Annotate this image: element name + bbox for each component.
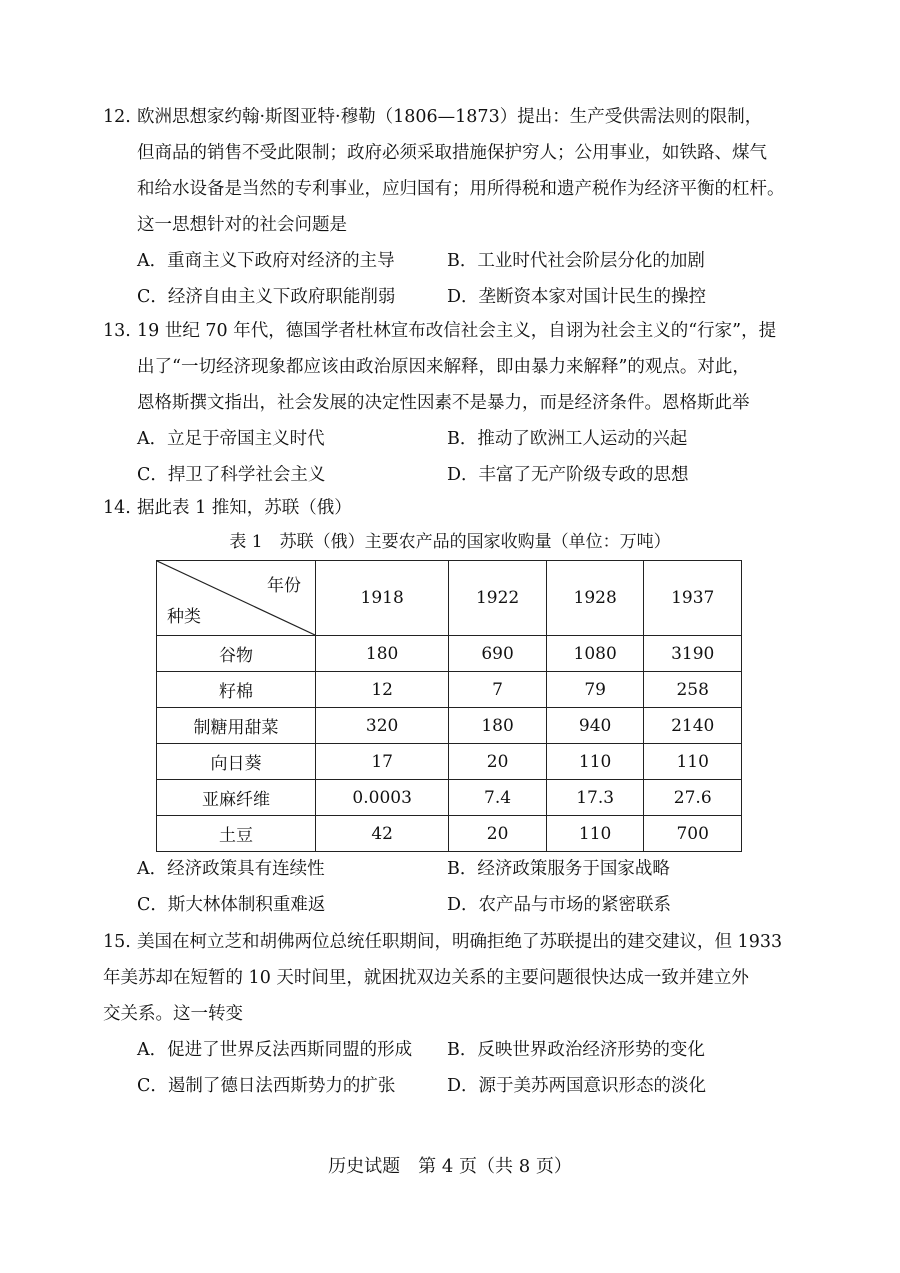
value-cell: 17.3 xyxy=(546,780,644,816)
question-number: 14. xyxy=(103,498,131,518)
question-stem-line: 13. 19 世纪 70 年代，德国学者杜林宣布改信社会主义，自诩为社会主义的“行家”，提 xyxy=(103,313,823,349)
option-d: D．垄断资本家对国计民生的操控 xyxy=(447,287,707,307)
value-cell: 27.6 xyxy=(644,780,742,816)
question-number: 15. xyxy=(103,932,131,952)
table-header-row xyxy=(157,561,742,636)
question-stem-line: 和给水设备是当然的专利事业，应归国有；用所得税和遗产税作为经济平衡的杠杆。 xyxy=(137,179,785,199)
question-12 xyxy=(103,99,823,315)
value-cell: 940 xyxy=(546,708,644,744)
question-stem-line: 12. 欧洲思想家约翰·斯图亚特·穆勒（1806—1873）提出：生产受供需法则的限制， xyxy=(103,99,823,135)
crop-name-cell: 向日葵 xyxy=(157,744,316,780)
value-cell: 0.0003 xyxy=(316,780,449,816)
table-row xyxy=(157,744,742,780)
value-cell: 180 xyxy=(449,708,547,744)
question-stem-line: 年美苏却在短暂的 10 天时间里，就困扰双边关系的主要问题很快达成一致并建立外 xyxy=(103,968,749,988)
value-cell: 110 xyxy=(546,744,644,780)
value-cell: 110 xyxy=(644,744,742,780)
option-b: B．反映世界政治经济形势的变化 xyxy=(447,1040,705,1060)
table-row xyxy=(157,636,742,672)
value-cell: 700 xyxy=(644,816,742,852)
value-cell: 258 xyxy=(644,672,742,708)
corner-header-cell xyxy=(157,561,316,636)
question-stem-line: 15. 美国在柯立芝和胡佛两位总统任职期间，明确拒绝了苏联提出的建交建议，但 1933 xyxy=(103,924,823,960)
value-cell: 79 xyxy=(546,672,644,708)
option-a: A．经济政策具有连续性 xyxy=(137,859,325,879)
question-14-options xyxy=(103,851,823,923)
value-cell: 110 xyxy=(546,816,644,852)
option-a: A．促进了世界反法西斯同盟的形成 xyxy=(137,1040,413,1060)
year-header: 1918 xyxy=(316,561,449,636)
year-header: 1928 xyxy=(546,561,644,636)
option-c: C．捍卫了科学社会主义 xyxy=(137,465,326,485)
value-cell: 690 xyxy=(449,636,547,672)
question-number: 12. xyxy=(103,107,131,127)
question-stem-line: 这一思想针对的社会问题是 xyxy=(137,215,347,235)
question-stem-line: 但商品的销售不受此限制；政府必须采取措施保护穷人；公用事业，如铁路、煤气 xyxy=(137,143,767,163)
question-stem-line: 交关系。这一转变 xyxy=(103,1004,243,1024)
value-cell: 12 xyxy=(316,672,449,708)
table-row xyxy=(157,672,742,708)
value-cell: 20 xyxy=(449,816,547,852)
option-a: A．立足于帝国主义时代 xyxy=(137,429,325,449)
option-d: D．源于美苏两国意识形态的淡化 xyxy=(447,1076,707,1096)
question-stem-line: 出了“一切经济现象都应该由政治原因来解释，即由暴力来解释”的观点。对此， xyxy=(137,357,750,377)
value-cell: 2140 xyxy=(644,708,742,744)
option-b: B．推动了欧洲工人运动的兴起 xyxy=(447,429,688,449)
question-stem-line: 14. 据此表 1 推知，苏联（俄） xyxy=(103,490,823,526)
value-cell: 20 xyxy=(449,744,547,780)
option-b: B．工业时代社会阶层分化的加剧 xyxy=(447,251,705,271)
question-13 xyxy=(103,313,823,493)
option-d: D．农产品与市场的紧密联系 xyxy=(447,895,672,915)
table-row xyxy=(157,780,742,816)
value-cell: 1080 xyxy=(546,636,644,672)
question-15 xyxy=(103,924,823,1104)
value-cell: 17 xyxy=(316,744,449,780)
crop-name-cell: 土豆 xyxy=(157,816,316,852)
table-row xyxy=(157,816,742,852)
question-14 xyxy=(103,490,823,526)
option-c: C．斯大林体制积重难返 xyxy=(137,895,326,915)
data-table xyxy=(156,560,742,852)
option-c: C．遏制了德日法西斯势力的扩张 xyxy=(137,1076,396,1096)
option-a: A．重商主义下政府对经济的主导 xyxy=(137,251,395,271)
option-b: B．经济政策服务于国家战略 xyxy=(447,859,670,879)
year-header: 1922 xyxy=(449,561,547,636)
table-row xyxy=(157,708,742,744)
value-cell: 7 xyxy=(449,672,547,708)
option-d: D．丰富了无产阶级专政的思想 xyxy=(447,465,689,485)
value-cell: 42 xyxy=(316,816,449,852)
value-cell: 320 xyxy=(316,708,449,744)
crop-name-cell: 籽棉 xyxy=(157,672,316,708)
value-cell: 7.4 xyxy=(449,780,547,816)
column-header-label: 年份 xyxy=(267,576,301,596)
value-cell: 180 xyxy=(316,636,449,672)
crop-name-cell: 制糖用甜菜 xyxy=(157,708,316,744)
question-number: 13. xyxy=(103,321,131,341)
year-header: 1937 xyxy=(644,561,742,636)
crop-name-cell: 谷物 xyxy=(157,636,316,672)
row-header-label: 种类 xyxy=(167,607,201,627)
question-stem-line: 恩格斯撰文指出，社会发展的决定性因素不是暴力，而是经济条件。恩格斯此举 xyxy=(137,393,750,413)
crop-name-cell: 亚麻纤维 xyxy=(157,780,316,816)
option-c: C．经济自由主义下政府职能削弱 xyxy=(137,287,396,307)
page-footer: 历史试题 第 4 页（共 8 页） xyxy=(328,1156,572,1177)
table-caption: 表 1 苏联（俄）主要农产品的国家收购量（单位：万吨） xyxy=(229,532,671,552)
value-cell: 3190 xyxy=(644,636,742,672)
